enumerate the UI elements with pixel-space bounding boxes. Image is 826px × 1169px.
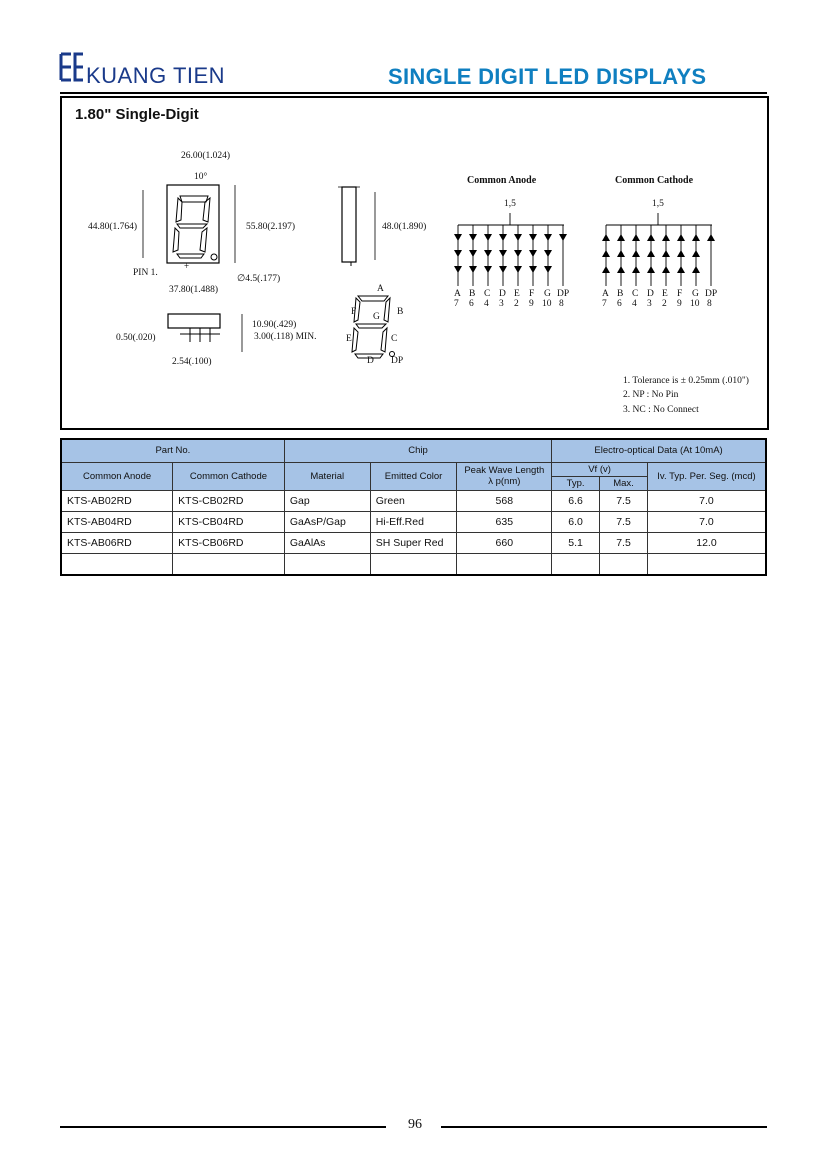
anode-seg-g: G [544, 289, 551, 299]
col-header-vf: Vf (v) [552, 462, 648, 476]
segment-label-dp: DP [391, 356, 404, 366]
col-header-color: Emitted Color [370, 462, 457, 490]
col-header-peak [457, 462, 552, 490]
anode-common-pins: 1,5 [504, 199, 516, 209]
cell-iv: 7.0 [647, 511, 766, 532]
col-header-cathode: Common Cathode [173, 462, 285, 490]
pin-length: 3.00(.118) MIN. [254, 332, 317, 342]
cell-material: Gap [284, 490, 370, 511]
dim-height-right: 55.80(2.197) [246, 222, 296, 232]
segment-label-c: C [391, 334, 398, 344]
cathode-seg-a: A [602, 289, 609, 299]
page-title: SINGLE DIGIT LED DISPLAYS [388, 64, 707, 89]
anode-pin-c: 4 [484, 299, 489, 309]
cell-anode: KTS-AB02RD [61, 490, 173, 511]
cell-max: 7.5 [600, 490, 648, 511]
note-tolerance: 1. Tolerance is ± 0.25mm (.010") [623, 376, 749, 386]
cell-peak: 660 [457, 532, 552, 553]
group-header-part-no: Part No. [61, 439, 284, 462]
segment-label-g: G [373, 312, 380, 322]
group-header-chip: Chip [284, 439, 551, 462]
dim-width-top: 26.00(1.024) [181, 151, 231, 161]
common-anode-circuit [452, 210, 574, 290]
anode-seg-c: C [484, 289, 491, 299]
body-depth: 10.90(.429) [252, 320, 297, 330]
anode-pin-a: 7 [454, 299, 459, 309]
side-height: 48.0(1.890) [382, 222, 427, 232]
anode-pin-d: 3 [499, 299, 504, 309]
anode-seg-d: D [499, 289, 506, 299]
cathode-seg-f: F [677, 289, 683, 299]
table-row [61, 511, 766, 532]
common-cathode-circuit [600, 210, 722, 290]
anode-seg-a: A [454, 289, 461, 299]
table-row [61, 532, 766, 553]
cathode-pin-a: 7 [602, 299, 607, 309]
col-header-typ: Typ. [552, 476, 600, 490]
cell-material: GaAlAs [284, 532, 370, 553]
cathode-seg-e: E [662, 289, 668, 299]
cathode-seg-d: D [647, 289, 654, 299]
cathode-pin-c: 4 [632, 299, 637, 309]
anode-seg-b: B [469, 289, 476, 299]
table-row-empty [61, 553, 766, 575]
anode-pin-e: 2 [514, 299, 519, 309]
anode-pin-g: 10 [542, 299, 552, 309]
pin1-label: PIN 1. [133, 268, 158, 278]
cathode-common-pins: 1,5 [652, 199, 664, 209]
group-header-eo: Electro-optical Data (At 10mA) [552, 439, 766, 462]
col-header-material: Material [284, 462, 370, 490]
note-nc: 3. NC : No Connect [623, 405, 699, 415]
cathode-seg-g: G [692, 289, 699, 299]
dim-width-bottom: 37.80(1.488) [169, 285, 219, 295]
cell-cathode: KTS-CB02RD [173, 490, 285, 511]
segment-label-f: F [351, 307, 357, 317]
hole-diameter: ∅4.5(.177) [237, 274, 281, 284]
cell-peak: 568 [457, 490, 552, 511]
cell-max: 7.5 [600, 532, 648, 553]
header-rule [60, 92, 767, 94]
segment-diagram [340, 290, 400, 362]
brand-name: KUANG TIEN [86, 63, 226, 88]
cell-iv: 7.0 [647, 490, 766, 511]
segment-label-a: A [377, 284, 384, 294]
pin-pitch: 2.54(.100) [172, 357, 212, 367]
anode-pin-dp: 8 [559, 299, 564, 309]
spec-table [60, 438, 767, 576]
anode-pin-b: 6 [469, 299, 474, 309]
col-header-max: Max. [600, 476, 648, 490]
anode-pin-f: 9 [529, 299, 534, 309]
cell-anode: KTS-AB06RD [61, 532, 173, 553]
segment-label-e: E [346, 334, 352, 344]
pin-thickness: 0.50(.020) [116, 333, 156, 343]
cathode-pin-b: 6 [617, 299, 622, 309]
cathode-seg-b: B [617, 289, 624, 299]
cathode-title: Common Cathode [615, 175, 694, 186]
bottom-view-drawing [160, 312, 250, 357]
segment-label-d: D [367, 356, 374, 366]
cathode-pin-d: 3 [647, 299, 652, 309]
section-title: 1.80" Single-Digit [75, 106, 199, 123]
dim-height-left: 44.80(1.764) [88, 222, 138, 232]
segment-label-b: B [397, 307, 404, 317]
anode-title: Common Anode [467, 175, 537, 186]
cathode-pin-f: 9 [677, 299, 682, 309]
cell-peak: 635 [457, 511, 552, 532]
cell-anode: KTS-AB04RD [61, 511, 173, 532]
footer-rule-right [441, 1126, 767, 1128]
col-header-iv: Iv. Typ. Per. Seg. (mcd) [647, 462, 766, 490]
cathode-pin-g: 10 [690, 299, 700, 309]
anode-seg-e: E [514, 289, 520, 299]
cell-iv: 12.0 [647, 532, 766, 553]
peak-label: Peak Wave Length [464, 465, 545, 476]
cathode-seg-dp: DP [705, 289, 718, 299]
table-row [61, 490, 766, 511]
cell-typ: 6.0 [552, 511, 600, 532]
footer-rule-left [60, 1126, 386, 1128]
dim-angle: 10° [194, 172, 208, 182]
cell-cathode: KTS-CB06RD [173, 532, 285, 553]
anode-seg-f: F [529, 289, 535, 299]
cathode-pin-e: 2 [662, 299, 667, 309]
cathode-seg-c: C [632, 289, 639, 299]
cathode-pin-dp: 8 [707, 299, 712, 309]
anode-seg-dp: DP [557, 289, 570, 299]
cell-typ: 6.6 [552, 490, 600, 511]
cell-color: SH Super Red [370, 532, 457, 553]
cell-typ: 5.1 [552, 532, 600, 553]
page-number: 96 [408, 1117, 422, 1132]
cell-color: Green [370, 490, 457, 511]
col-header-anode: Common Anode [61, 462, 173, 490]
cell-color: Hi-Eff.Red [370, 511, 457, 532]
cell-max: 7.5 [600, 511, 648, 532]
svg-text:+: + [184, 261, 190, 271]
cell-material: GaAsP/Gap [284, 511, 370, 532]
side-view-drawing [335, 182, 385, 267]
note-np: 2. NP : No Pin [623, 390, 679, 400]
peak-unit: λ p(nm) [488, 476, 521, 487]
cell-cathode: KTS-CB04RD [173, 511, 285, 532]
company-logo [59, 52, 85, 82]
